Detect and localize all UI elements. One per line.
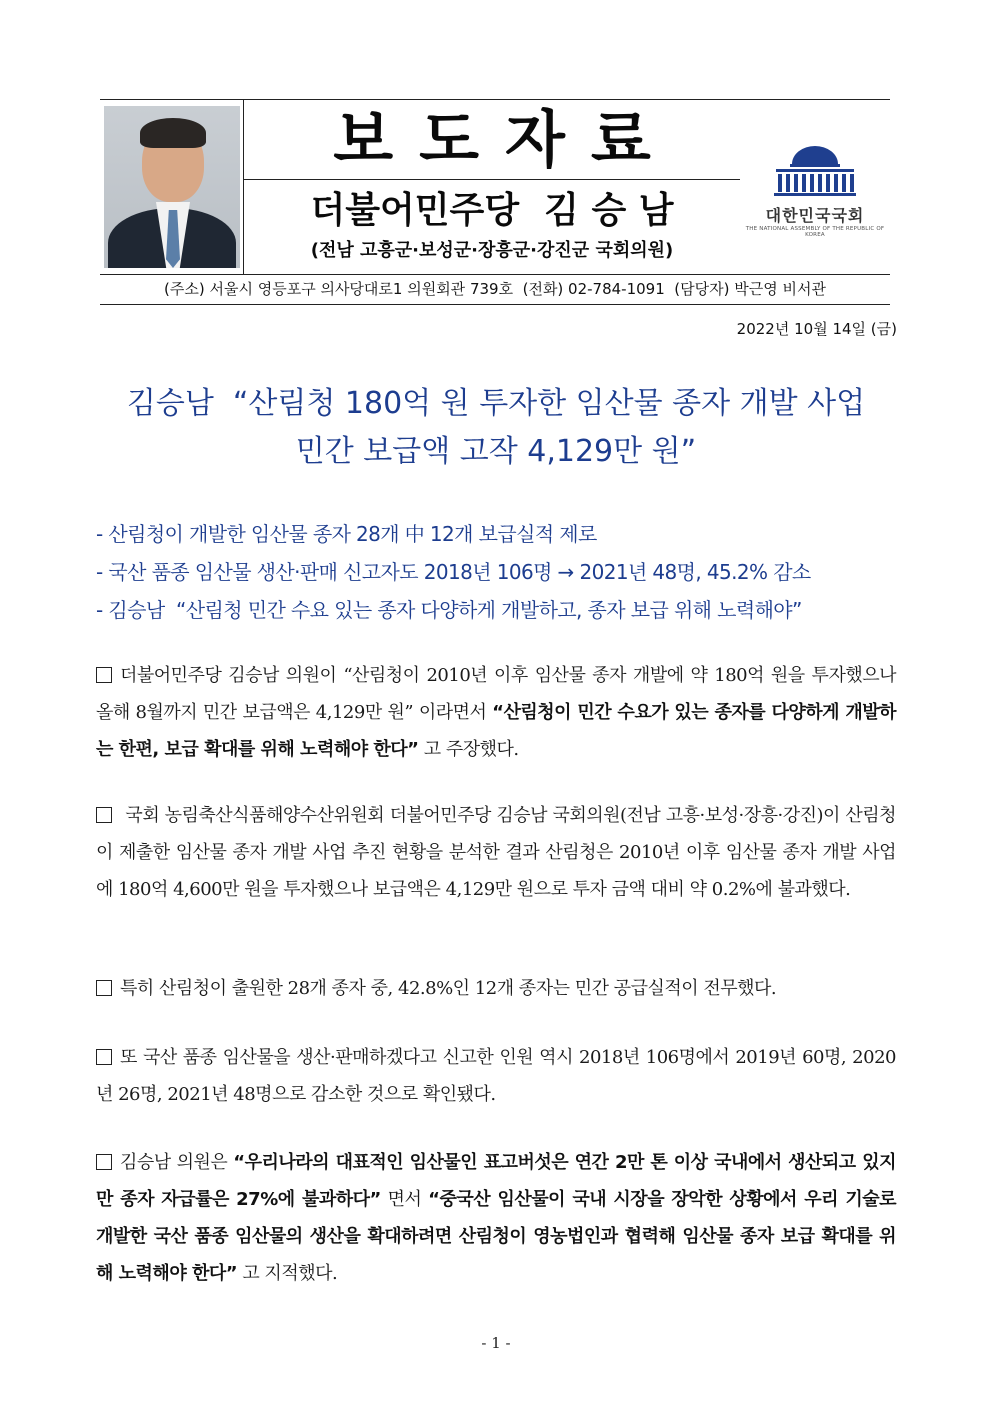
body-paragraph	[96, 797, 896, 908]
headline-line-1: 김승남 “산림청 180억 원 투자한 임산물 종자 개발 사업	[126, 386, 866, 421]
body-paragraph	[96, 970, 896, 1007]
headline-line-2: 민간 보급액 고작 4,129만 원”	[295, 434, 697, 469]
logo-text: 대한민국국회	[765, 206, 865, 225]
paragraph-text: 특히 산림청이 출원한 28개 종자 중, 42.8%인 12개 종자는 민간 공급실적이 전무했다.	[120, 978, 777, 999]
doc-title-cell	[244, 100, 740, 180]
paragraph-text: 고 주장했다.	[418, 739, 519, 760]
district: (전남 고흥군·보성군·장흥군·강진군 국회의원)	[310, 240, 674, 261]
summary-item: - 김승남 “산림청 민간 수요 있는 종자 다양하게 개발하고, 종자 보급 위해 노력해야”	[96, 598, 802, 622]
lawmaker-name: 더불어민주당 김 승 남	[310, 190, 674, 231]
paragraph-text: 더불어민주당 김승남 의원이 “산림청이 2010년 이후 임산물 종자 개발에 약 180억 원을 투자했으나 올해 8월까지 민간 보급액은 4,129만 원” 이라면서	[96, 665, 896, 723]
assembly-building-icon	[770, 142, 860, 198]
paragraph-text: 또 국산 품종 임산물을 생산·판매하겠다고 신고한 인원 역시 2018년 106명에서 2019년 60명, 2020년 26명, 2021년 48명으로 감소한 것으로 확인됐다.	[96, 1047, 896, 1105]
paragraph-quote: “우리나라의 대표적인 임산물인 표고버섯은 연간 2만 톤 이상 국내에서 생산되고 있지만 종자 자급률은 27%에 불과하다”	[96, 1152, 896, 1210]
checkbox-bullet-icon	[96, 1049, 112, 1065]
release-date: 2022년 10월 14일 (금)	[736, 320, 897, 338]
logo-subtext: THE NATIONAL ASSEMBLY OF THE REPUBLIC OF KOREA	[745, 226, 885, 238]
paragraph-quote: “중국산 임산물이 국내 시장을 장악한 상황에서 우리 기술로 개발한 국산 품종 임산물의 생산을 확대하려면 산림청이 영농법인과 협력해 임산물 종자 보급 확대를 위해 노력해야 한다”	[96, 1189, 896, 1284]
profile-photo-cell	[100, 100, 244, 274]
body-paragraph	[96, 657, 896, 768]
checkbox-bullet-icon	[96, 1154, 112, 1170]
page-number: - 1 -	[481, 1334, 511, 1352]
national-assembly-logo	[740, 100, 890, 274]
profile-photo	[104, 106, 240, 268]
checkbox-bullet-icon	[96, 807, 112, 823]
body-paragraph	[96, 1039, 896, 1113]
checkbox-bullet-icon	[96, 980, 112, 996]
summary-item: - 국산 품종 임산물 생산·판매 신고자도 2018년 106명 → 2021년 48명, 45.2% 감소	[96, 560, 811, 584]
body-paragraph	[96, 1144, 896, 1292]
name-cell	[244, 180, 740, 274]
contact-info: (주소) 서울시 영등포구 의사당대로1 의원회관 739호 (전화) 02-784-1091 (담당자) 박근영 비서관	[100, 274, 890, 304]
paragraph-text: 면서	[380, 1189, 429, 1210]
press-release-header	[100, 99, 890, 305]
checkbox-bullet-icon	[96, 667, 112, 683]
doc-title: 보도자료	[333, 103, 677, 176]
paragraph-text: 국회 농림축산식품해양수산위원회 더불어민주당 김승남 국회의원(전남 고흥·보성·장흥·강진)이 산림청이 제출한 임산물 종자 개발 사업 추진 현황을 분석한 결과 산림청은 2010년 이후 임산물 종자 개발 사업에 180억 4,600만 원을 투자했으나 보급액은 4,129만 원으로 투자 금액 대비 약 0.2%에 불과했다.	[96, 805, 896, 900]
paragraph-text: 고 지적했다.	[237, 1263, 338, 1284]
paragraph-text: 김승남 의원은	[120, 1152, 234, 1173]
paragraph-quote: “산림청이 민간 수요가 있는 종자를 다양하게 개발하는 한편, 보급 확대를 위해 노력해야 한다”	[96, 702, 896, 760]
summary-item: - 산림청이 개발한 임산물 종자 28개 中 12개 보급실적 제로	[96, 522, 597, 546]
